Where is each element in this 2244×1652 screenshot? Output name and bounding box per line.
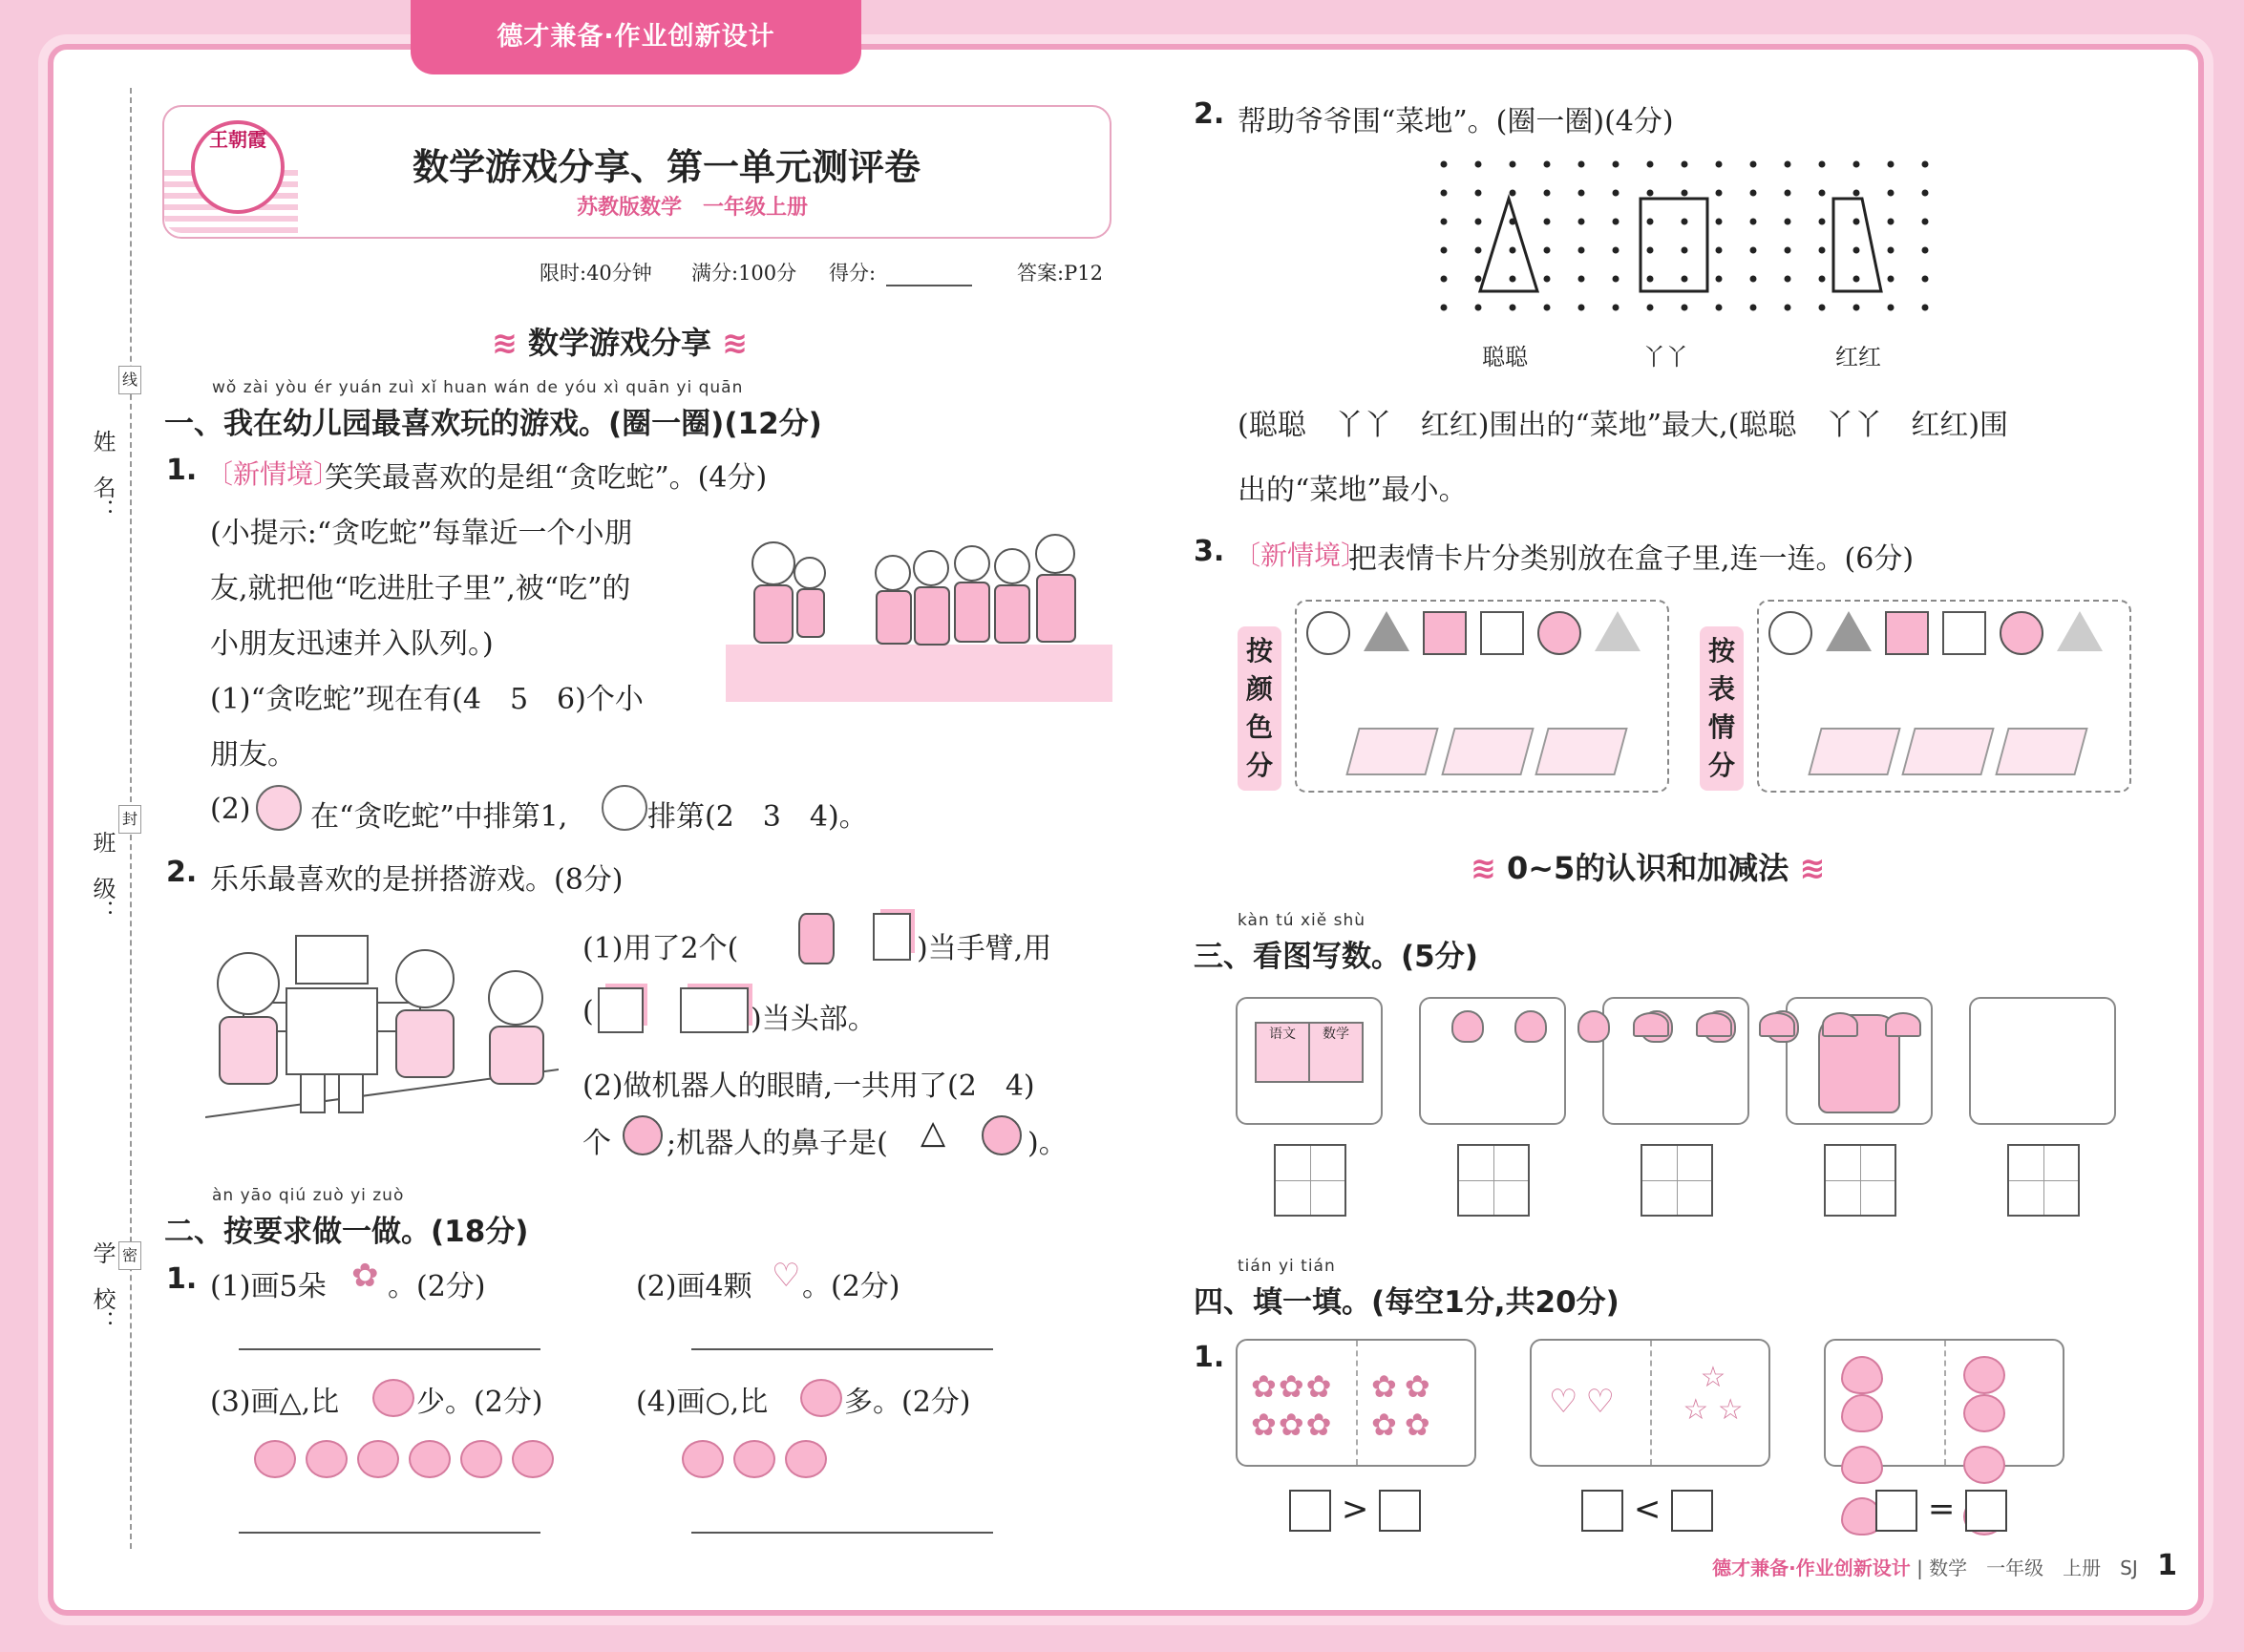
q2-1-number: 1. — [166, 1262, 198, 1296]
answer-ref: 答案:P12 — [1017, 262, 1103, 285]
grid-dot — [1441, 219, 1448, 225]
grid-dot — [1853, 161, 1860, 168]
grid-dot — [1544, 219, 1551, 225]
field-name-yaya: 丫丫 — [1642, 344, 1688, 371]
grid-dot — [1716, 247, 1723, 254]
field-name-congcong: 聪聪 — [1482, 344, 1528, 371]
q2-c-score: 少。(2分) — [416, 1386, 543, 1419]
q2-a-score: 。(2分) — [388, 1270, 486, 1303]
sort-box-1[interactable] — [1345, 728, 1438, 775]
page-title: 数学游戏分享、第一单元测评卷 — [413, 146, 921, 188]
grid-dot — [1716, 161, 1723, 168]
q1-2-part3-a: 个 — [582, 1127, 611, 1160]
snail-icon — [1696, 1012, 1732, 1037]
q1-1-text: 笑笑最喜欢的是组“贪吃蛇”。(4分) — [325, 461, 768, 495]
blank-box[interactable] — [1581, 1490, 1623, 1532]
grid-dot — [1647, 247, 1654, 254]
grid-dot — [1510, 305, 1516, 311]
grid-dot — [1682, 276, 1688, 283]
sort-box-5[interactable] — [1901, 728, 1994, 775]
circle-shape-icon — [623, 1115, 663, 1155]
card-divider — [1650, 1341, 1652, 1465]
r2-text: 帮助爷爷围“菜地”。(圈一圈)(4分) — [1238, 105, 1674, 138]
cuboid-tall-shape-icon[interactable] — [873, 913, 911, 961]
apple-icon — [306, 1440, 348, 1478]
snake-game-illustration — [726, 520, 1112, 711]
book-chinese-icon: 语文 — [1255, 1022, 1310, 1083]
boy-head-icon — [602, 785, 647, 831]
grid-dot — [1578, 305, 1585, 311]
grid-dot — [1475, 276, 1482, 283]
grid-dot — [1647, 161, 1654, 168]
face-card[interactable] — [1306, 611, 1350, 655]
q2-pinyin: àn yāo qiú zuò yi zuò — [212, 1186, 405, 1205]
write-box-4[interactable] — [1824, 1144, 1896, 1217]
grid-dot — [1613, 190, 1619, 197]
heart-icon: ♡ — [772, 1257, 801, 1295]
q2-title: 二、按要求做一做。(18分) — [164, 1215, 529, 1249]
grid-dot — [1785, 276, 1791, 283]
grid-dot — [1544, 247, 1551, 254]
card-divider — [1356, 1341, 1358, 1465]
grid-dot — [1613, 276, 1619, 283]
triangle-card[interactable] — [2057, 611, 2103, 651]
square-card[interactable] — [1480, 611, 1524, 655]
blank-box[interactable] — [1965, 1490, 2007, 1532]
binding-tag-line: 线 — [118, 366, 141, 394]
grid-dot — [1750, 190, 1757, 197]
grid-dot — [1750, 161, 1757, 168]
flowers-left: ✿✿✿ ✿✿✿ — [1251, 1368, 1334, 1443]
triangle-option-icon[interactable]: △ — [921, 1113, 946, 1152]
hearts-left: ♡♡ — [1549, 1383, 1622, 1421]
footer — [1712, 1549, 2177, 1582]
grid-dot — [1510, 161, 1516, 168]
grid-dot — [1682, 305, 1688, 311]
q2-b-text: (2)画4颗 — [636, 1270, 752, 1303]
grid-dot — [1510, 190, 1516, 197]
apple-icon — [512, 1440, 554, 1478]
triangle-card[interactable] — [1826, 611, 1872, 651]
grid-dot — [1716, 276, 1723, 283]
sort-box-4[interactable] — [1808, 728, 1900, 775]
picture-card-books — [1236, 997, 1383, 1125]
sort-by-color-label: 按颜色分 — [1238, 626, 1281, 791]
square-card[interactable] — [1885, 611, 1929, 655]
section-heading-numbers: ≋ 0~5的认识和加减法 ≋ — [1471, 850, 1826, 886]
grid-dot — [1647, 276, 1654, 283]
q4-1-number: 1. — [1194, 1341, 1225, 1374]
apple-icon — [254, 1440, 296, 1478]
write-box-1[interactable] — [1274, 1144, 1346, 1217]
face-card[interactable] — [2000, 611, 2043, 655]
grid-dot — [1750, 247, 1757, 254]
cylinder-shape-icon[interactable] — [798, 913, 835, 964]
section-heading-game: ≋ 数学游戏分享 ≋ — [492, 325, 748, 361]
footer-brand: 德才兼备·作业创新设计 — [1712, 1557, 1911, 1579]
q2-d-text: (4)画○,比 — [636, 1386, 769, 1419]
footer-info: | 数学 一年级 上册 SJ — [1916, 1557, 2138, 1579]
doll-icon — [1451, 1010, 1484, 1043]
grid-dot — [1475, 190, 1482, 197]
compare-row-3 — [1875, 1490, 2007, 1532]
doll-icon — [1577, 1010, 1610, 1043]
q1-1-part1-line1[interactable]: (1)“贪吃蛇”现在有(4 5 6)个小 — [210, 683, 644, 716]
grid-dot — [1853, 190, 1860, 197]
grid-dot — [1853, 219, 1860, 225]
write-box-3[interactable] — [1641, 1144, 1713, 1217]
compare-card-flowers — [1236, 1339, 1476, 1467]
grid-dot — [1544, 190, 1551, 197]
apple-icon — [733, 1440, 775, 1478]
apple-icon — [682, 1440, 724, 1478]
q1-2-part1-c: )当头部。 — [751, 1003, 877, 1036]
grid-dot — [1441, 190, 1448, 197]
q1-2-part1-a: (1)用了2个( — [582, 932, 739, 965]
apple-icon — [409, 1440, 451, 1478]
apple-icon — [357, 1440, 399, 1478]
grid-dot — [1888, 247, 1895, 254]
sort-box-2[interactable] — [1441, 728, 1534, 775]
binding-tag-secret: 密 — [118, 1241, 141, 1270]
blank-box[interactable] — [1875, 1490, 1917, 1532]
grid-dot — [1475, 305, 1482, 311]
grid-dot — [1475, 247, 1482, 254]
grid-dot — [1544, 305, 1551, 311]
blank-box[interactable] — [1289, 1490, 1331, 1532]
write-box-2[interactable] — [1457, 1144, 1530, 1217]
school-field-label: 学 校： — [89, 1241, 116, 1333]
grid-dot — [1716, 219, 1723, 225]
q1-1-part2-middle: 在“贪吃蛇”中排第1, — [310, 800, 568, 834]
r3-new-context-tag: 〔新情境〕 — [1234, 540, 1368, 571]
apple-row-c — [254, 1440, 563, 1478]
triangle-card[interactable] — [1364, 611, 1409, 651]
name-field-label: 姓 名： — [89, 430, 116, 521]
equals-sign: = — [1927, 1490, 1956, 1529]
grid-dot — [1441, 305, 1448, 311]
grid-dot — [1682, 161, 1688, 168]
q1-2-number: 2. — [166, 856, 198, 889]
grid-dot — [1441, 247, 1448, 254]
grid-dot — [1441, 276, 1448, 283]
grid-dot — [1716, 305, 1723, 311]
q3-title: 三、看图写数。(5分) — [1194, 940, 1478, 974]
q1-2-part2[interactable]: (2)做机器人的眼睛,一共用了(2 4) — [582, 1070, 1035, 1103]
picture-card-empty — [1969, 997, 2116, 1125]
q1-1-part2-answer[interactable]: 排第(2 3 4)。 — [647, 800, 868, 834]
square-card[interactable] — [1942, 611, 1986, 655]
hint-line-3: 小朋友迅速并入队列。) — [210, 627, 494, 661]
compare-row-1 — [1289, 1490, 1421, 1532]
grid-dot — [1853, 305, 1860, 311]
grid-dot — [1819, 190, 1826, 197]
dot-grid-fields — [1432, 153, 1948, 344]
grid-dot — [1750, 219, 1757, 225]
grid-dot — [1888, 161, 1895, 168]
q2-d-score: 多。(2分) — [844, 1386, 971, 1419]
q1-1-number: 1. — [166, 454, 198, 487]
sort-by-expression-label: 按表情分 — [1700, 626, 1744, 791]
r3-text: 把表情卡片分类别放在盒子里,连一连。(6分) — [1348, 542, 1915, 576]
grid-dot — [1475, 161, 1482, 168]
grid-dot — [1544, 161, 1551, 168]
grid-dot — [1853, 247, 1860, 254]
snail-group — [1623, 1010, 1938, 1048]
girl-head-icon — [256, 785, 302, 831]
grid-dot — [1578, 247, 1585, 254]
grid-dot — [1922, 276, 1929, 283]
sort-box-6[interactable] — [1995, 728, 2087, 775]
class-field-label: 班 级： — [89, 831, 116, 922]
write-box-5[interactable] — [2007, 1144, 2080, 1217]
grid-dot — [1819, 161, 1826, 168]
r2-answer-line1[interactable]: (聪聪 丫丫 红红)围出的“菜地”最大,(聪聪 丫丫 红红)围 — [1238, 409, 2009, 442]
score-blank[interactable] — [886, 285, 972, 286]
cube-shape-icon[interactable] — [598, 987, 644, 1033]
sort-box-3[interactable] — [1535, 728, 1627, 775]
grid-dot — [1647, 190, 1654, 197]
cuboid-flat-shape-icon[interactable] — [680, 987, 749, 1033]
square-card[interactable] — [1423, 611, 1467, 655]
greater-than-sign: > — [1341, 1490, 1369, 1529]
grid-dot — [1922, 190, 1929, 197]
grid-dot — [1785, 247, 1791, 254]
q1-2-part1-b: )当手臂,用 — [917, 932, 1052, 965]
page-subtitle: 苏教版数学 一年级上册 — [577, 196, 809, 220]
grid-dot — [1578, 276, 1585, 283]
snail-icon — [1822, 1012, 1858, 1037]
time-limit: 限时:40分钟 — [540, 262, 652, 285]
flowers-right: ✿✿ ✿✿ — [1371, 1368, 1438, 1443]
emotion-cards-right[interactable] — [1768, 611, 2116, 655]
grid-dot — [1441, 161, 1448, 168]
r2-number: 2. — [1194, 97, 1225, 131]
grid-dot — [1578, 190, 1585, 197]
q3-pinyin: kàn tú xiě shù — [1238, 911, 1366, 930]
grid-dot — [1578, 219, 1585, 225]
q4-pinyin: tián yi tián — [1238, 1257, 1336, 1276]
q4-title: 四、填一填。(每空1分,共20分) — [1194, 1285, 1619, 1320]
compare-row-2 — [1581, 1490, 1713, 1532]
face-card[interactable] — [1768, 611, 1812, 655]
blank-box[interactable] — [1379, 1490, 1421, 1532]
grid-dot — [1819, 305, 1826, 311]
q1-2-part3-c: )。 — [1027, 1127, 1068, 1160]
card-divider — [1944, 1341, 1946, 1465]
grid-dot — [1613, 247, 1619, 254]
flower-icon: ✿ — [351, 1257, 379, 1295]
q1-2-paren-open: ( — [582, 995, 594, 1028]
book-math-icon: 数学 — [1308, 1022, 1364, 1083]
header-box — [162, 105, 1111, 239]
triangle-card[interactable] — [1595, 611, 1641, 651]
apple-icon — [785, 1440, 827, 1478]
grid-dot — [1888, 276, 1895, 283]
grid-dot — [1922, 247, 1929, 254]
page-number: 1 — [2157, 1549, 2177, 1582]
snail-icon — [1885, 1012, 1921, 1037]
grid-dot — [1888, 190, 1895, 197]
score-label: 得分: — [829, 262, 877, 285]
grid-dot — [1510, 219, 1516, 225]
grid-dot — [1716, 190, 1723, 197]
q2-a-text: (1)画5朵 — [210, 1270, 327, 1303]
answer-line-c[interactable] — [239, 1532, 540, 1534]
grid-dot — [1613, 161, 1619, 168]
q2-b-score: 。(2分) — [802, 1270, 900, 1303]
binding-tag-seal: 封 — [118, 805, 141, 834]
q1-title: 一、我在幼儿园最喜欢玩的游戏。(圈一圈)(12分) — [164, 407, 822, 441]
banner-tab: 德才兼备·作业创新设计 — [411, 0, 861, 74]
stars-right: ☆ ☆ ☆ — [1683, 1361, 1744, 1427]
grid-dot — [1785, 219, 1791, 225]
full-score: 满分:100分 — [691, 262, 797, 285]
q1-1-part2-prefix: (2) — [210, 793, 251, 826]
apple-icon — [460, 1440, 502, 1478]
grid-dot — [1682, 190, 1688, 197]
grid-dot — [1888, 305, 1895, 311]
grid-dot — [1888, 219, 1895, 225]
q2-c-text: (3)画△,比 — [210, 1386, 340, 1419]
grid-dot — [1750, 305, 1757, 311]
grid-dot — [1544, 276, 1551, 283]
answer-line-b[interactable] — [691, 1348, 993, 1350]
r2-answer-line2: 出的“菜地”最小。 — [1238, 474, 1468, 507]
grid-dot — [1682, 219, 1688, 225]
compare-card-hearts-stars — [1530, 1339, 1770, 1467]
grid-dot — [1922, 161, 1929, 168]
grid-dot — [1853, 276, 1860, 283]
grid-dot — [1785, 305, 1791, 311]
snail-icon — [1633, 1012, 1669, 1037]
grid-dot — [1647, 305, 1654, 311]
grid-dot — [1578, 161, 1585, 168]
r3-number: 3. — [1194, 535, 1225, 568]
robot-build-illustration — [205, 926, 559, 1127]
q1-1-part1-line2: 朋友。 — [210, 738, 296, 772]
grid-dot — [1613, 305, 1619, 311]
grid-dot — [1510, 276, 1516, 283]
grid-dot — [1785, 161, 1791, 168]
q1-pinyin: wǒ zài yòu ér yuán zuì xǐ huan wán de yóu xì quān yi quān — [212, 378, 744, 397]
grid-dot — [1819, 247, 1826, 254]
grid-dot — [1819, 219, 1826, 225]
grid-dot — [1922, 219, 1929, 225]
grid-dot — [1613, 219, 1619, 225]
grid-dot — [1510, 247, 1516, 254]
field-name-honghong: 红红 — [1835, 344, 1881, 371]
grid-dot — [1682, 247, 1688, 254]
grid-dot — [1647, 219, 1654, 225]
grid-dot — [1475, 219, 1482, 225]
compare-card-pears-apples — [1824, 1339, 2064, 1467]
emotion-cards-left[interactable] — [1306, 611, 1654, 655]
grid-dot — [1785, 190, 1791, 197]
answer-line-d[interactable] — [691, 1532, 993, 1534]
doll-icon — [1514, 1010, 1547, 1043]
blank-box[interactable] — [1671, 1490, 1713, 1532]
grid-dot — [1922, 305, 1929, 311]
grid-dot — [1750, 276, 1757, 283]
apple-row-d — [682, 1440, 836, 1478]
hint-line-2: 友,就把他“吃进肚子里”,被“吃”的 — [210, 572, 631, 605]
q1-2-text: 乐乐最喜欢的是拼搭游戏。(8分) — [210, 863, 624, 897]
q1-2-part3-b: ;机器人的鼻子是( — [667, 1127, 888, 1160]
answer-line-a[interactable] — [239, 1348, 540, 1350]
circle-option-icon[interactable] — [982, 1115, 1022, 1155]
new-context-tag: 〔新情境〕 — [206, 458, 341, 490]
hint-line-1: (小提示:“贪吃蛇”每靠近一个小朋 — [210, 517, 633, 550]
brand-logo: 王朝霞 — [191, 120, 285, 214]
less-than-sign: < — [1633, 1490, 1662, 1529]
grid-dot — [1819, 276, 1826, 283]
snail-icon — [1759, 1012, 1795, 1037]
face-card[interactable] — [1537, 611, 1581, 655]
